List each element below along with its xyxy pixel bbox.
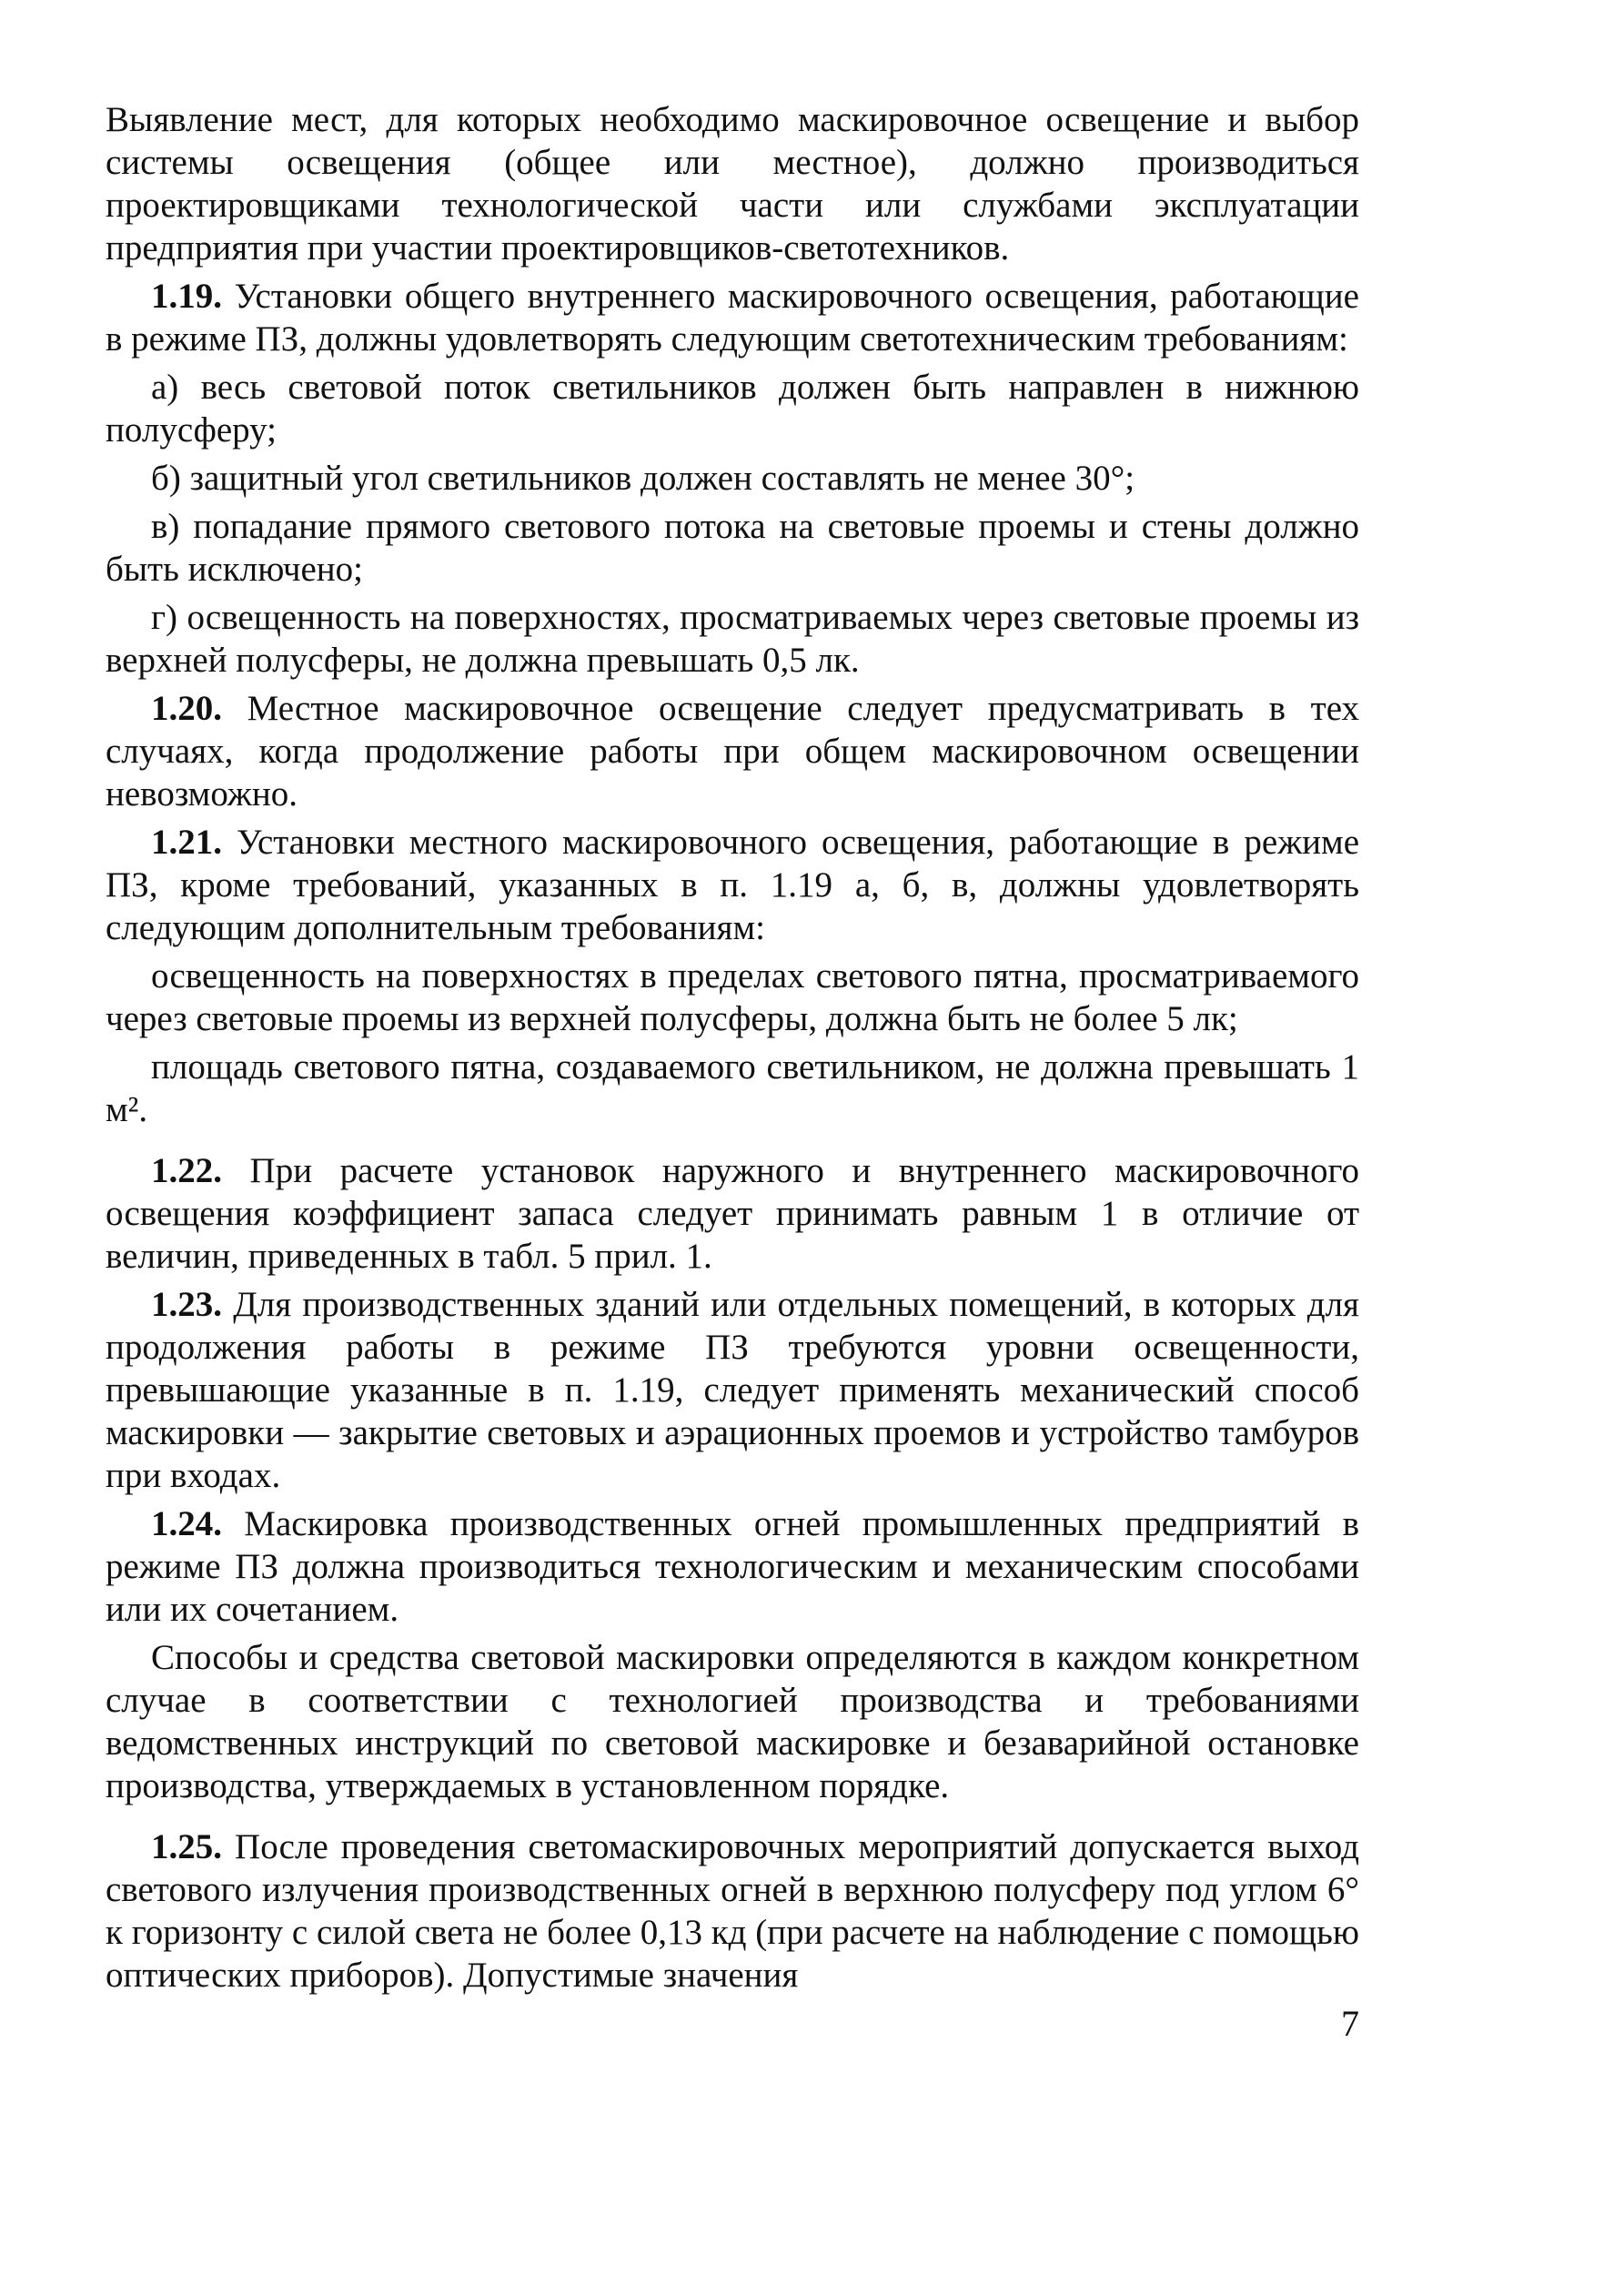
paragraph-1-24 <box>106 1502 1359 1631</box>
paragraph-intro <box>106 98 1359 269</box>
paragraph-text: Маскировка производственных огней промышленных предприятий в режиме ПЗ должна производиться технологическим и механическим способами или их сочетанием. <box>106 1504 1359 1629</box>
paragraph-text: Установки местного маскировочного освещения, работающие в режиме ПЗ, кроме требований, указанных в п. 1.19 а, б, в, должны удовлетворять следующим дополнительным требованиям: <box>106 823 1359 947</box>
paragraph-text: Выявление мест, для которых необходимо маскировочное освещение и выбор системы освещения (общее или местное), должно производиться проектировщиками технологической части или службами эксплуатации предприятия при участии проектировщиков-светотехников. <box>106 100 1359 268</box>
paragraph-masking-methods <box>106 1636 1359 1807</box>
list-item-v <box>106 505 1359 591</box>
clause-number: 1.22. <box>151 1151 222 1190</box>
paragraph-1-21 <box>106 821 1359 949</box>
paragraph-1-25 <box>106 1825 1359 1997</box>
requirement-illuminance <box>106 955 1359 1040</box>
clause-number: 1.19. <box>151 277 222 316</box>
paragraph-text: б) защитный угол светильников должен составлять не менее 30°; <box>151 459 1135 498</box>
paragraph-1-19 <box>106 275 1359 360</box>
paragraph-text: При расчете установок наружного и внутреннего маскировочного освещения коэффициент запаса следует принимать равным 1 в отличие от величин, приведенных в табл. 5 прил. 1. <box>106 1151 1359 1276</box>
paragraph-1-23 <box>106 1283 1359 1497</box>
paragraph-text: Способы и средства световой маскировки определяются в каждом конкретном случае в соответствии с технологией производства и требованиями ведомственных инструкций по световой маскировке и безаварийной остановке производства, утверждаемых в установленном порядке. <box>106 1638 1359 1805</box>
paragraph-text: Установки общего внутреннего маскировочного освещения, работающие в режиме ПЗ, должны удовлетворять следующим светотехническим требованиям: <box>106 277 1359 359</box>
list-item-g <box>106 596 1359 682</box>
list-item-a <box>106 366 1359 451</box>
paragraph-text: освещенность на поверхностях в пределах светового пятна, просматриваемого через световые проемы из верхней полусферы, должна быть не более 5 лк; <box>106 956 1359 1038</box>
paragraph-text: а) весь световой поток светильников должен быть направлен в нижнюю полусферу; <box>106 368 1359 450</box>
paragraph-text: Для производственных зданий или отдельных помещений, в которых для продолжения работы в режиме ПЗ требуются уровни освещенности, превышающие указанные в п. 1.19, следует применять механический способ маскировки — закрытие световых и аэрационных проемов и устройство тамбуров при входах. <box>106 1285 1359 1495</box>
clause-number: 1.25. <box>151 1827 222 1866</box>
paragraph-1-22 <box>106 1149 1359 1278</box>
paragraph-text: После проведения светомаскировочных мероприятий допускается выход светового излучения производственных огней в верхнюю полусферу под углом 6° к горизонту с силой света не более 0,13 кд (при расчете на наблюдение с помощью оптических приборов). Допустимые значения <box>106 1827 1359 1995</box>
paragraph-text: площадь светового пятна, создаваемого светильником, не должна превышать 1 м². <box>106 1047 1359 1129</box>
requirement-spot-area <box>106 1046 1359 1131</box>
clause-number: 1.23. <box>151 1285 222 1324</box>
clause-number: 1.20. <box>151 689 222 728</box>
clause-number: 1.21. <box>151 823 222 862</box>
paragraph-text: в) попадание прямого светового потока на световые проемы и стены должно быть исключено; <box>106 507 1359 589</box>
paragraph-text: Местное маскировочное освещение следует предусматривать в тех случаях, когда продолжение работы при общем маскировочном освещении невозможно. <box>106 689 1359 814</box>
page-number: 7 <box>1341 2003 1359 2044</box>
paragraph-text: г) освещенность на поверхностях, просматриваемых через световые проемы из верхней полусферы, не должна превышать 0,5 лк. <box>106 598 1359 680</box>
body-text <box>106 98 1359 2002</box>
paragraph-1-20 <box>106 687 1359 815</box>
list-item-b <box>106 457 1359 500</box>
clause-number: 1.24. <box>151 1504 222 1543</box>
